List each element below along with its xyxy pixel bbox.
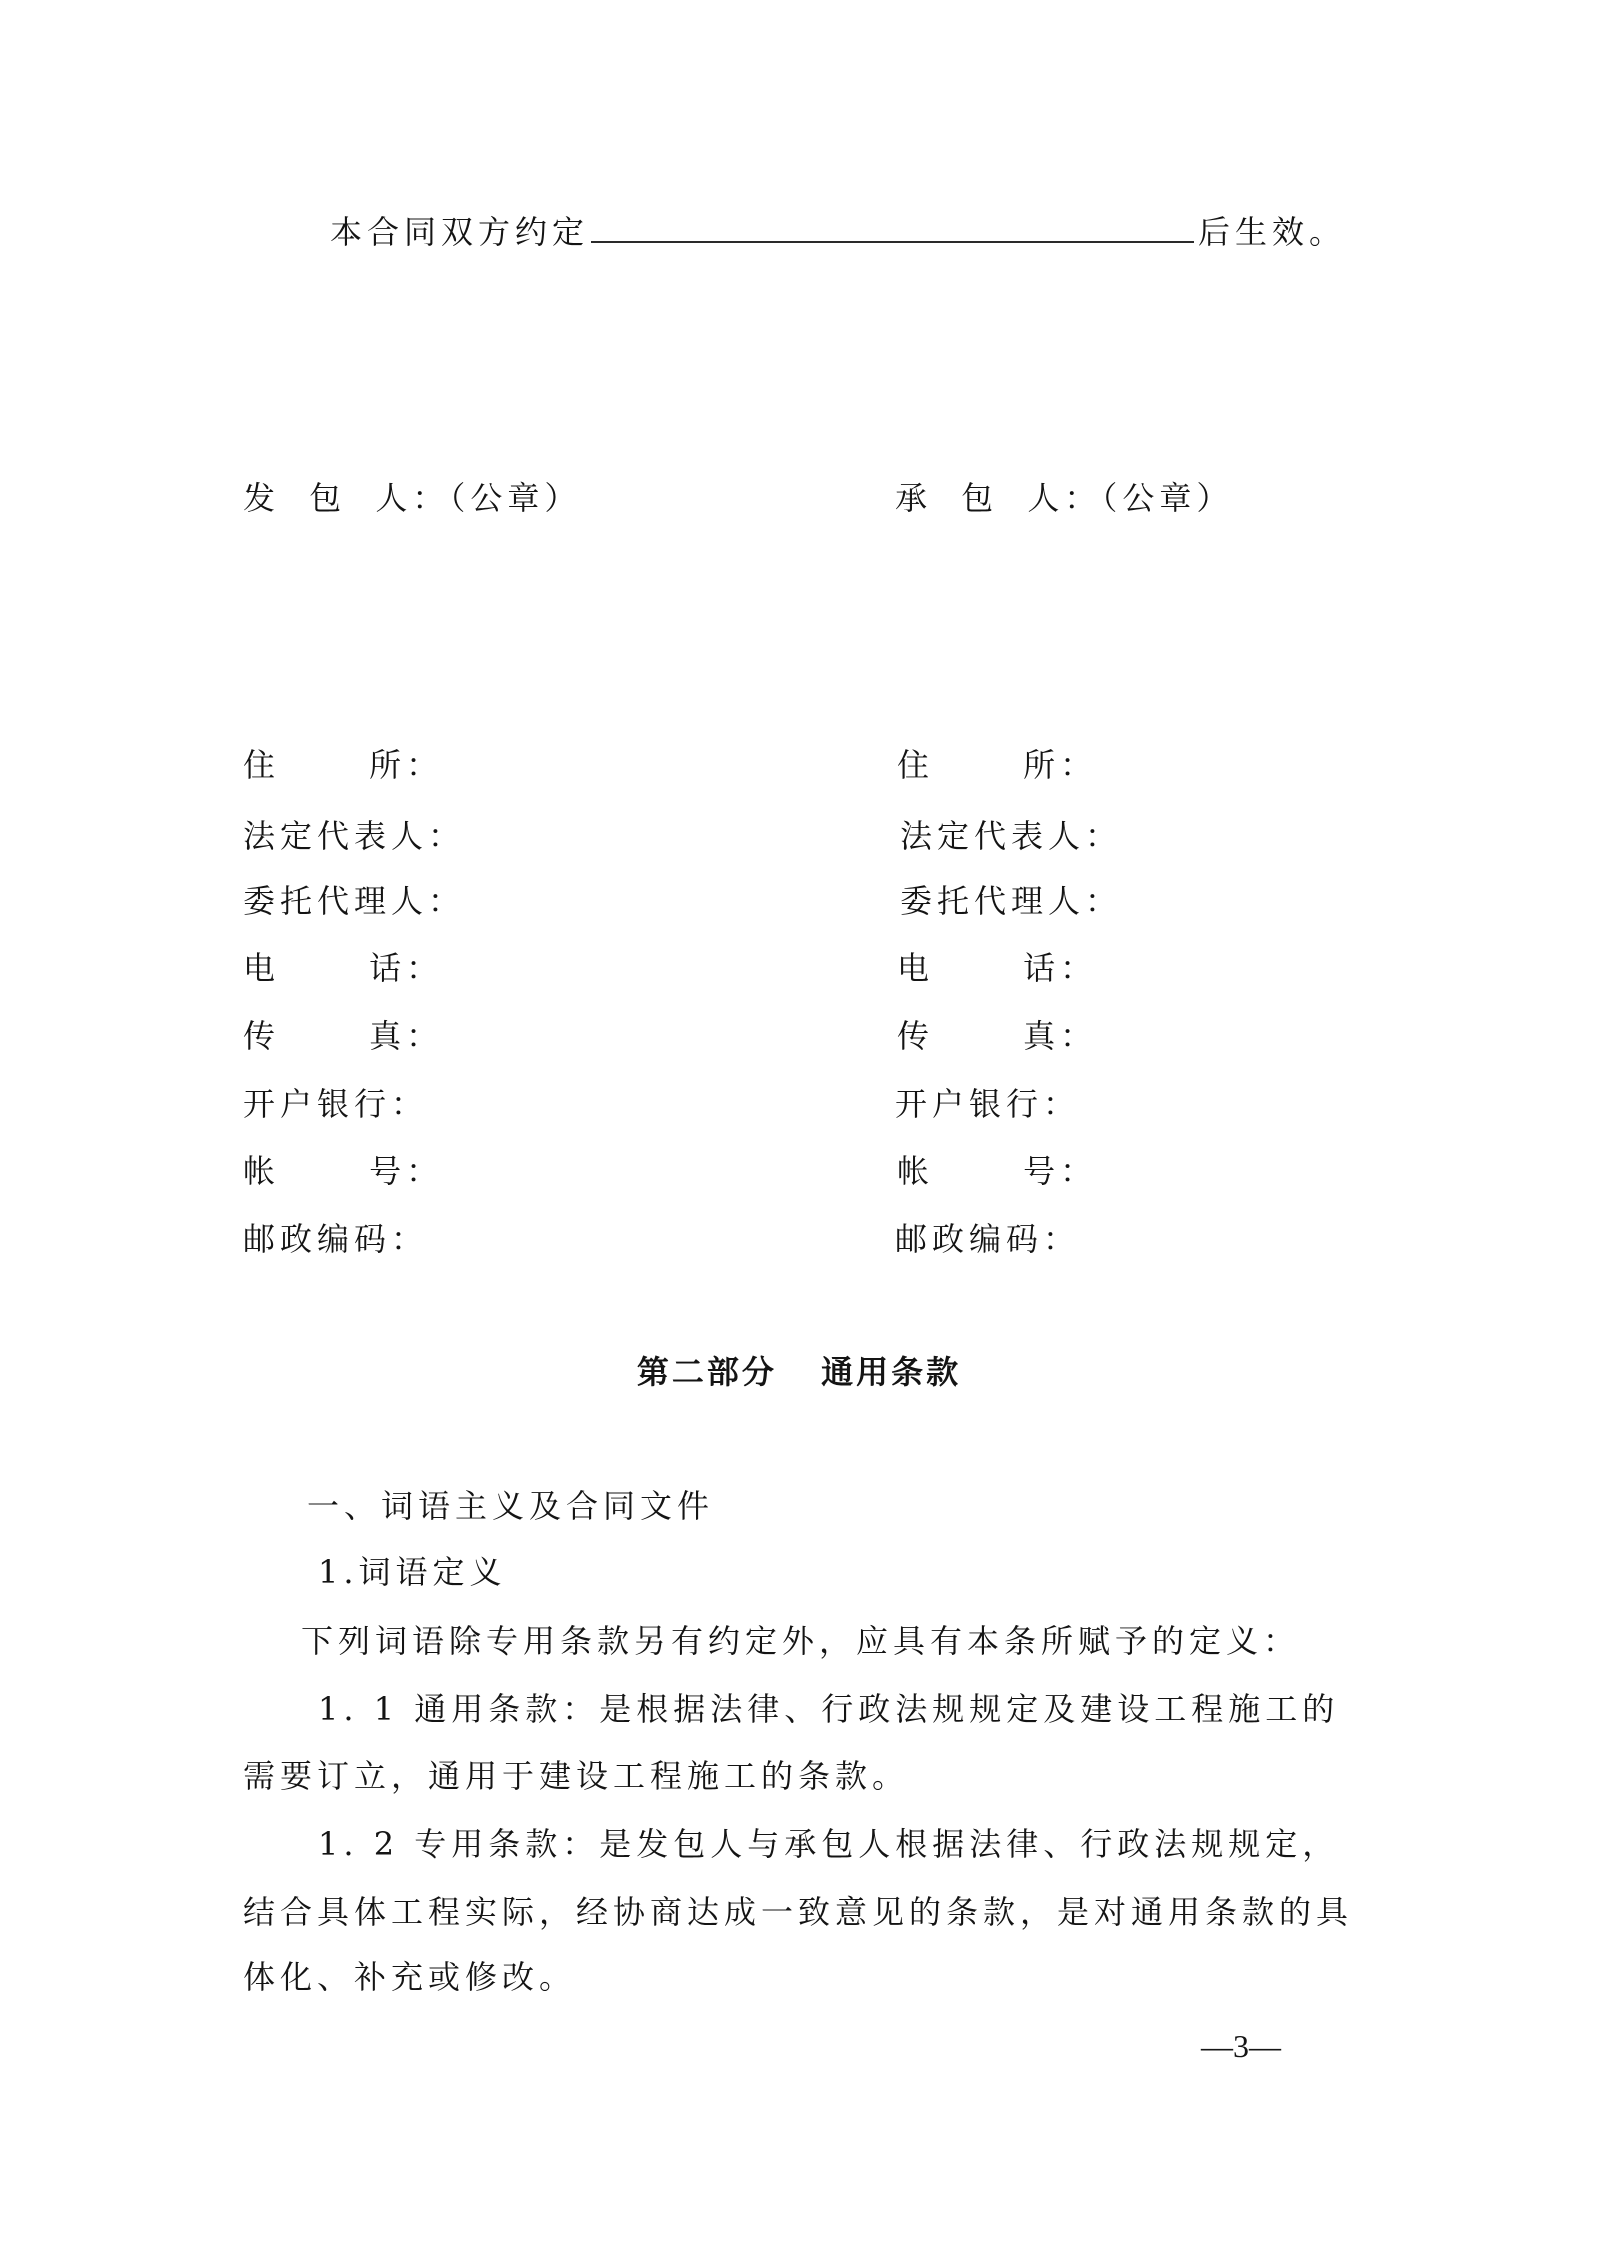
employer-address-label: 住 所： bbox=[243, 746, 444, 784]
employer-postcode-label: 邮政编码： bbox=[243, 1220, 429, 1258]
clause-line: 1. 2 专用条款：是发包人与承包人根据法律、行政法规规定， bbox=[318, 1825, 1340, 1863]
contractor-bank-label: 开户银行： bbox=[895, 1085, 1081, 1123]
section-intro: 下列词语除专用条款另有约定外，应具有本条所赋予的定义： bbox=[301, 1622, 1301, 1660]
contractor-account-label: 帐 号： bbox=[897, 1152, 1098, 1190]
contractor-address-label: 住 所： bbox=[897, 746, 1098, 784]
effective-clause-suffix: 后生效。 bbox=[1198, 213, 1347, 251]
clause-line: 结合具体工程实际，经协商达成一致意见的条款，是对通用条款的具 bbox=[243, 1893, 1354, 1931]
clause-line: 需要订立，通用于建设工程施工的条款。 bbox=[243, 1757, 910, 1795]
contractor-fax-label: 传 真： bbox=[897, 1017, 1098, 1055]
employer-fax-label: 传 真： bbox=[243, 1017, 444, 1055]
section-subtitle: 1.词语定义 bbox=[318, 1553, 507, 1591]
employer-agent-label: 委托代理人： bbox=[243, 882, 466, 920]
contractor-postcode-label: 邮政编码： bbox=[895, 1220, 1081, 1258]
page-number: —3— bbox=[1201, 2028, 1281, 2064]
employer-legal-rep-label: 法定代表人： bbox=[243, 817, 466, 855]
employer-account-label: 帐 号： bbox=[243, 1152, 444, 1190]
employer-bank-label: 开户银行： bbox=[243, 1085, 429, 1123]
part-heading: 第二部分 通用条款 bbox=[636, 1353, 962, 1391]
effective-date-blank bbox=[591, 211, 1194, 243]
employer-phone-label: 电 话： bbox=[243, 949, 444, 987]
contractor-agent-label: 委托代理人： bbox=[900, 882, 1123, 920]
contractor-phone-label: 电 话： bbox=[897, 949, 1098, 987]
employer-seal-label: 发 包 人：（公章） bbox=[243, 479, 582, 517]
effective-clause-line bbox=[330, 211, 1346, 249]
effective-clause-prefix: 本合同双方约定 bbox=[330, 213, 590, 251]
clause-line: 体化、补充或修改。 bbox=[243, 1958, 577, 1996]
clause-line: 1. 1 通用条款：是根据法律、行政法规规定及建设工程施工的 bbox=[318, 1690, 1340, 1728]
contractor-seal-label: 承 包 人：（公章） bbox=[895, 479, 1234, 517]
section-title: 一、词语主义及合同文件 bbox=[307, 1487, 715, 1525]
contractor-legal-rep-label: 法定代表人： bbox=[900, 817, 1123, 855]
